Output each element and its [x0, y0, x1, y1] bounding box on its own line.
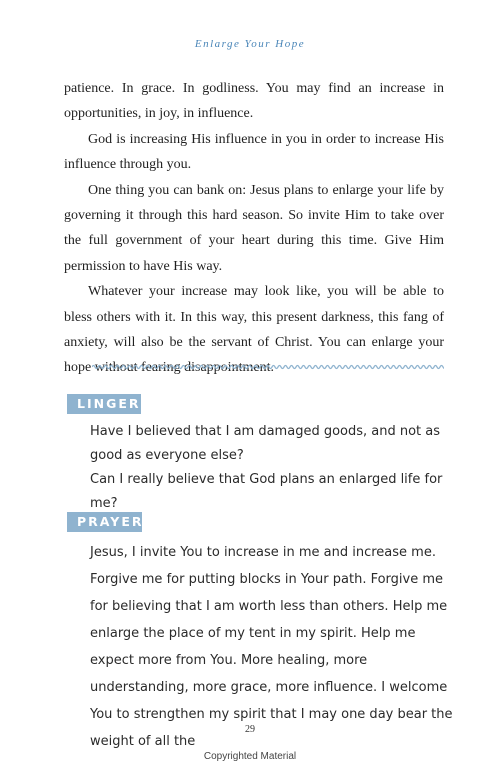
- wave-divider: [92, 362, 444, 372]
- linger-questions: [90, 420, 460, 516]
- body-paragraph: One thing you can bank on: Jesus plans to enlarge your life by governing it through this hard season. So invite Him to take over the full government of your heart during this time. Give Him permission to have His way.: [64, 182, 444, 274]
- body-paragraph: patience. In grace. In godliness. You may find an increase in opportunities, in joy, in influence.: [64, 81, 444, 122]
- body-paragraph: Whatever your increase may look like, you will be able to bless others with it. In this way, this present darkness, this fang of anxiety, will also be the servant of Christ. You can enlarge your hope without fearing disappointment.: [64, 284, 444, 376]
- body-text: [64, 76, 444, 381]
- page-number: 29: [245, 724, 255, 735]
- linger-question: Have I believed that I am damaged goods, and not as good as everyone else?: [90, 424, 441, 463]
- linger-label: LINGER: [67, 394, 141, 414]
- prayer-label: PRAYER: [67, 512, 142, 532]
- copyright-notice: Copyrighted Material: [203, 751, 297, 762]
- prayer-text: Jesus, I invite You to increase in me and increase me. Forgive me for putting blocks in Your path. Forgive me for believing that I am worth less than others. Help me enlarge the place of my tent in my spirit. Help me expect more from You. More healing, more understanding, more grace, more influence. I welcome You to strengthen my spirit that I may one day bear the weight of all the: [90, 545, 453, 749]
- running-title: Enlarge Your Hope: [194, 38, 306, 50]
- body-paragraph: God is increasing His influence in you in order to increase His influence through you.: [64, 131, 444, 173]
- linger-question: Can I really believe that God plans an enlarged life for me?: [90, 472, 443, 511]
